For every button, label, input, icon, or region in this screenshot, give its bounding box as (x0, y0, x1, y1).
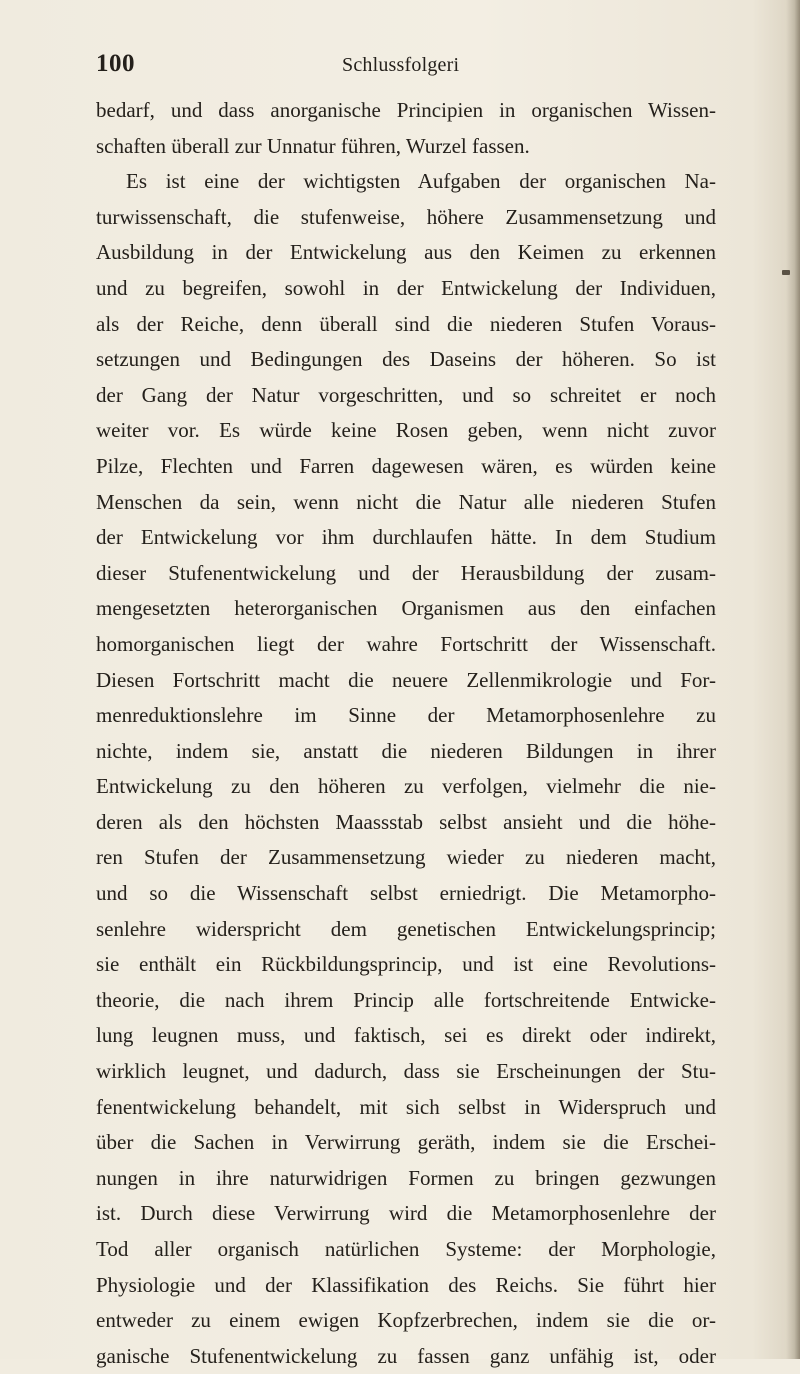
text-line: Tod aller organisch natürlichen Systeme: der Morphologie, (96, 1237, 716, 1261)
text-line: schaften überall zur Unnatur führen, Wurzel fassen. (96, 133, 530, 158)
text-line: ganische Stufenentwickelung zu fassen ganz unfähig ist, oder (96, 1343, 716, 1368)
text-line: menreduktionslehre im Sinne der Metamorphosenlehre zu (96, 703, 716, 728)
text-line: senlehre widerspricht dem genetischen Entwickelungsprincip; (96, 916, 716, 941)
text-line: Menschen da sein, wenn nicht die Natur alle niederen Stufen (96, 489, 716, 514)
text-line: und so die Wissenschaft selbst erniedrigt. Die Metamorpho- (96, 881, 716, 906)
text-line: lung leugnen muss, und faktisch, sei es direkt oder indirekt, (96, 1023, 716, 1048)
text-line: nungen in ihre naturwidrigen Formen zu bringen gezwungen (96, 1165, 716, 1190)
text-line: homorganischen liegt der wahre Fortschritt der Wissenschaft. (96, 631, 716, 656)
text-line: über die Sachen in Verwirrung geräth, indem sie die Erschei- (96, 1130, 716, 1155)
text-line: Physiologie und der Klassifikation des Reichs. Sie führt hier (96, 1272, 716, 1297)
page-edge-mark (782, 270, 790, 275)
text-line: sie enthält ein Rückbildungsprincip, und ist eine Revolutions- (96, 952, 716, 977)
text-line: dieser Stufenentwickelung und der Herausbildung der zusam- (96, 560, 716, 585)
text-line: und zu begreifen, sowohl in der Entwickelung der Individuen, (96, 275, 716, 300)
page-number: 100 (96, 50, 135, 77)
page-edge-shadow (786, 0, 800, 1359)
text-line: theorie, die nach ihrem Princip alle fortschreitende Entwicke- (96, 987, 716, 1012)
text-line: weiter vor. Es würde keine Rosen geben, wenn nicht zuvor (96, 418, 716, 443)
text-line: Diesen Fortschritt macht die neuere Zellenmikrologie und For- (96, 667, 716, 692)
text-line: bedarf, und dass anorganische Principien in organischen Wissen- (96, 98, 716, 122)
text-line: nichte, indem sie, anstatt die niederen Bildungen in ihrer (96, 738, 716, 763)
text-line: Pilze, Flechten und Farren dagewesen wären, es würden keine (96, 453, 716, 478)
body-text (96, 93, 716, 1374)
text-line: der Gang der Natur vorgeschritten, und so schreitet er noch (96, 382, 716, 407)
text-line: deren als den höchsten Maassstab selbst ansieht und die höhe- (96, 809, 716, 834)
text-line: Entwickelung zu den höheren zu verfolgen, vielmehr die nie- (96, 774, 716, 799)
text-line: turwissenschaft, die stufenweise, höhere Zusammensetzung und (96, 204, 716, 229)
text-line: als der Reiche, denn überall sind die niederen Stufen Voraus- (96, 311, 716, 336)
text-line: wirklich leugnet, und dadurch, dass sie Erscheinungen der Stu- (96, 1059, 716, 1084)
text-line: Es ist eine der wichtigsten Aufgaben der organischen Na- (126, 169, 716, 194)
running-head: Schlussfolgeri (342, 54, 460, 76)
text-line: mengesetzten heterorganischen Organismen aus den einfachen (96, 596, 716, 621)
text-line: fenentwickelung behandelt, mit sich selbst in Widerspruch und (96, 1094, 716, 1119)
text-line: ist. Durch diese Verwirrung wird die Metamorphosenlehre der (96, 1201, 716, 1226)
text-line: entweder zu einem ewigen Kopfzerbrechen, indem sie die or- (96, 1308, 716, 1333)
text-line: ren Stufen der Zusammensetzung wieder zu niederen macht, (96, 845, 716, 870)
text-line: der Entwickelung vor ihm durchlaufen hätte. In dem Studium (96, 525, 716, 550)
text-line: Ausbildung in der Entwickelung aus den Keimen zu erkennen (96, 240, 716, 265)
text-line: setzungen und Bedingungen des Daseins der höheren. So ist (96, 347, 716, 372)
page-header (96, 50, 704, 90)
